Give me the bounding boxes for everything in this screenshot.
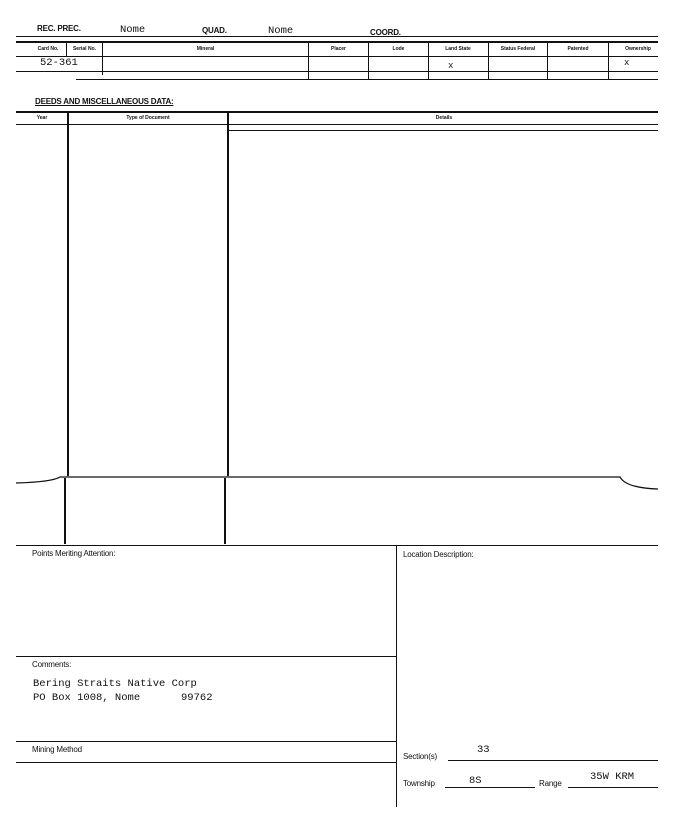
location-label: Location Description: [403,550,474,559]
section-value: 33 [477,744,490,756]
deeds-section-title: DEEDS AND MISCELLANEOUS DATA: [35,97,174,106]
section-label: Section(s) [403,752,438,761]
col-year: Year [36,114,48,121]
col-status-federal: Status Federal [500,45,536,52]
lower-center-divider [396,546,397,807]
township-underline [445,787,535,788]
col-placer: Placer [330,45,346,52]
col-type-of-document: Type of Document [126,114,170,121]
section-underline [448,760,658,761]
township-value: 8S [469,775,482,787]
range-label: Range [539,779,562,788]
rec-prec-value: Nome [120,24,146,36]
col-mineral: Mineral [196,45,215,52]
comments-label: Comments: [32,660,72,669]
col-card-no: Card No. [37,45,59,52]
col-lode: Lode [392,45,405,52]
comments-line-2-zip: 99762 [181,692,213,704]
col-patented: Patented [567,45,589,52]
ownership-mark: x [624,58,630,68]
comments-line-2-address: PO Box 1008, Nome [33,692,141,704]
deeds-table-bottom-border [16,545,658,546]
rec-prec-label: REC. PREC. [37,24,81,33]
points-label: Points Meriting Attention: [32,549,116,558]
mining-method-label: Mining Method [32,745,82,754]
quad-label: QUAD. [202,26,227,35]
coord-label: COORD. [370,28,401,37]
col-serial-no: Serial No. [72,45,97,52]
col-details: Details [435,114,453,121]
mining-top-border [16,741,396,742]
land-state-mark: x [448,61,454,71]
col-ownership: Ownership [625,45,651,52]
mining-bottom-border [16,762,396,763]
comments-line-1: Bering Straits Native Corp [33,678,197,690]
range-value: 35W KRM [590,771,635,783]
township-label: Township [403,779,435,788]
col-land-state: Land State [445,45,471,52]
range-underline [568,787,658,788]
comments-top-border [16,656,396,657]
quad-value: Nome [268,25,294,37]
card-no-value: 52-361 [40,57,78,69]
